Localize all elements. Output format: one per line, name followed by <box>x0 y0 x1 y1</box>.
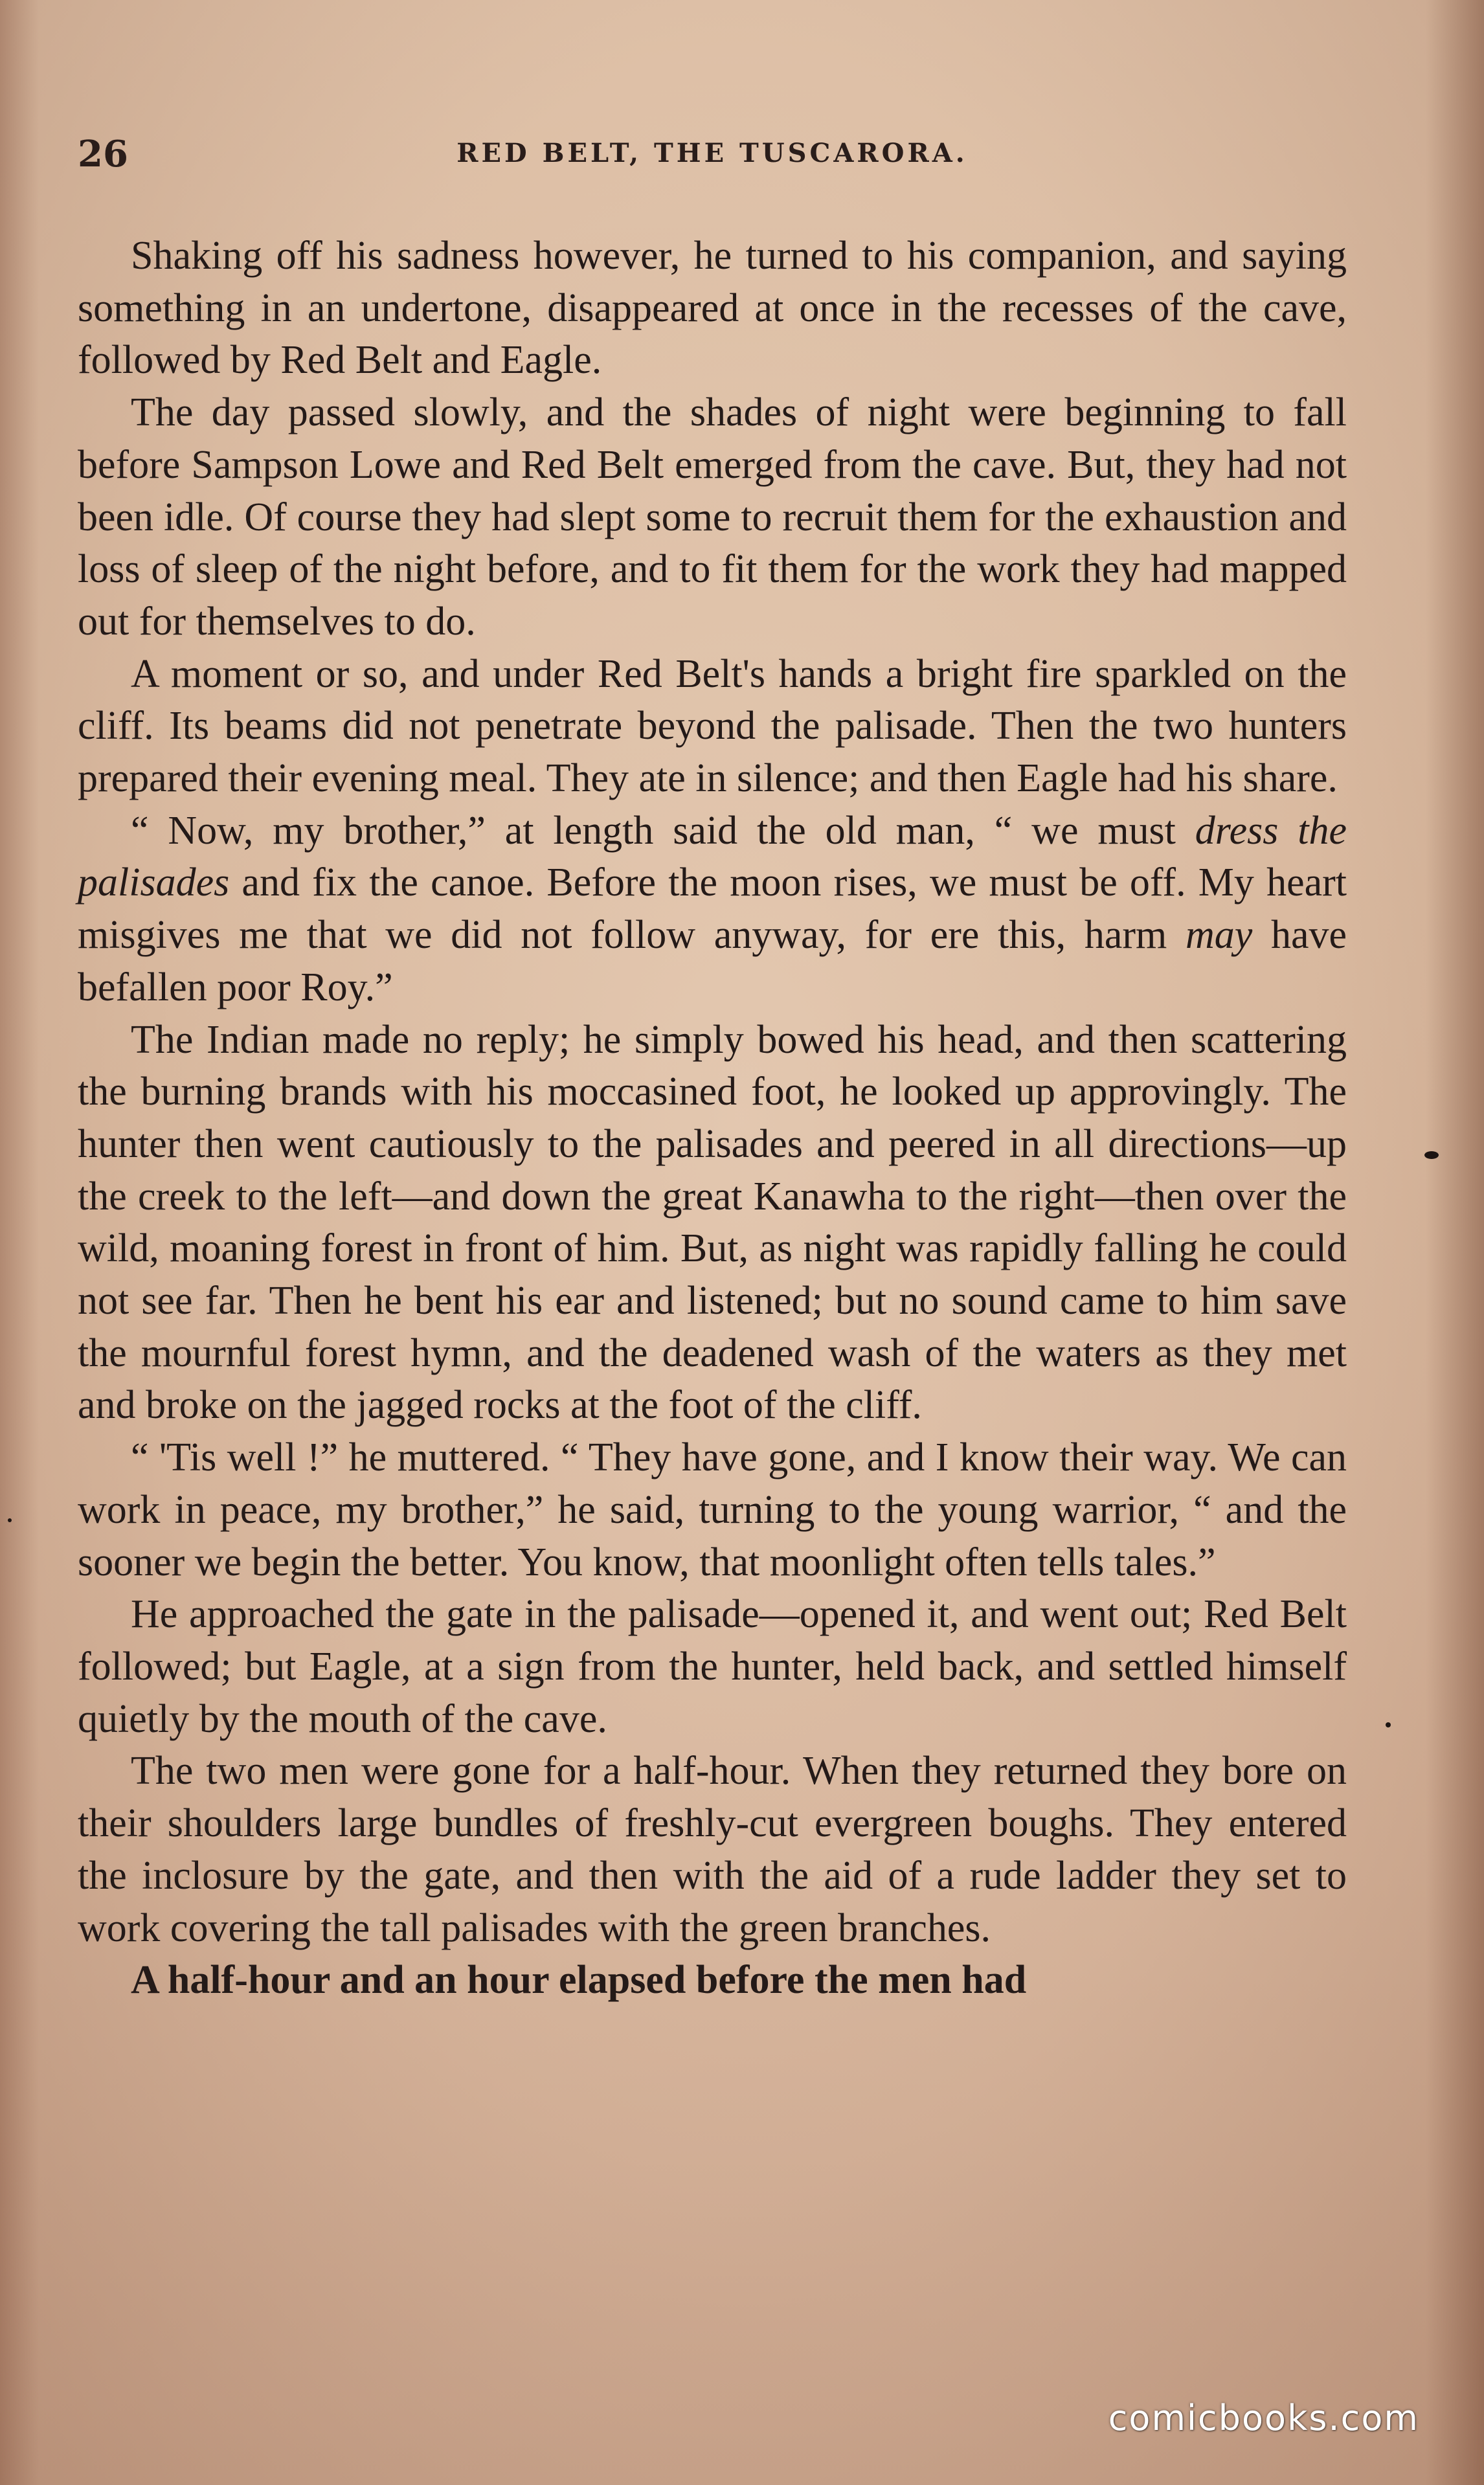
ink-speck <box>1424 1151 1439 1159</box>
page-edge-shadow-left <box>0 0 39 2485</box>
paragraph: The day passed slowly, and the shades of night were beginning to fall before Sampson Lowe and Red Belt emerged from the cave. But, they had not been idle. Of course they had slept some to recruit them for the exhaustion and loss of sleep of the night before, and to fit them for the work they had mapped out for themselves to do. <box>78 390 1347 644</box>
page-number: 26 <box>78 133 128 175</box>
paragraph: The two men were gone for a half-hour. When they returned they bore on their shoulders large bundles of freshly-cut evergreen boughs. They entered the inclosure by the gate, and then with the aid of a rude ladder they set to work covering the tall palisades with the green branches. <box>78 1749 1347 1950</box>
text-run: and fix the canoe. Before the moon rises, we must be off. My heart misgives me that we did not follow anyway, for ere this, harm <box>78 860 1347 958</box>
ink-speck <box>8 1518 12 1522</box>
italic-phrase: dress the palisades <box>78 808 1347 905</box>
ink-speck <box>1386 1722 1391 1727</box>
running-title: RED BELT, THE TUSCARORA. <box>456 138 968 168</box>
text-run: have befallen poor Roy.” <box>78 913 1347 1009</box>
paragraph: Shaking off his sadness however, he turned to his companion, and saying something in an undertone, disappeared at once in the recesses of the cave, followed by Red Belt and Eagle. <box>78 234 1347 383</box>
running-header <box>78 133 1347 185</box>
body-text <box>78 230 1347 2007</box>
paragraph: A moment or so, and under Red Belt's hands a bright fire sparkled on the cliff. Its beams did not penetrate beyond the palisade. Then the two hunters prepared their evening meal. They ate in silence; and then Eagle had his share. <box>78 651 1347 801</box>
italic-word: may <box>1185 913 1253 958</box>
watermark-text: comicbooks.com <box>1108 2398 1419 2438</box>
paragraph: “ 'Tis well !” he muttered. “ They have gone, and I know their way. We can work in peace, my brother,” he said, turning to the young warrior, “ and the sooner we begin the better. You know, that moonlight often tells tales.” <box>78 1435 1347 1584</box>
paragraph-with-italics <box>78 805 1347 1014</box>
paragraph: The Indian made no reply; he simply bowed his head, and then scattering the burning brands with his moccasined foot, he looked up approvingly. The hunter then went cautiously to the palisades and peered in all directions—up the creek to the left—and down the great Kanawha to the right—then over the wild, moaning forest in front of him. But, as night was rapidly falling he could not see far. Then he bent his ear and listened; but no sound came to him save the mournful forest hymn, and the deadened wash of the waters as they met and broke on the jagged rocks at the foot of the cliff. <box>78 1017 1347 1428</box>
paragraph-last-line: A half-hour and an hour elapsed before the men had <box>131 1958 1027 2003</box>
paragraph: He approached the gate in the palisade—opened it, and went out; Red Belt followed; but Eagle, at a sign from the hunter, held back, and settled himself quietly by the mouth of the cave. <box>78 1592 1347 1741</box>
page-edge-shadow-right <box>1426 0 1484 2485</box>
text-run: “ Now, my brother,” at length said the old man, “ we must <box>131 808 1195 853</box>
